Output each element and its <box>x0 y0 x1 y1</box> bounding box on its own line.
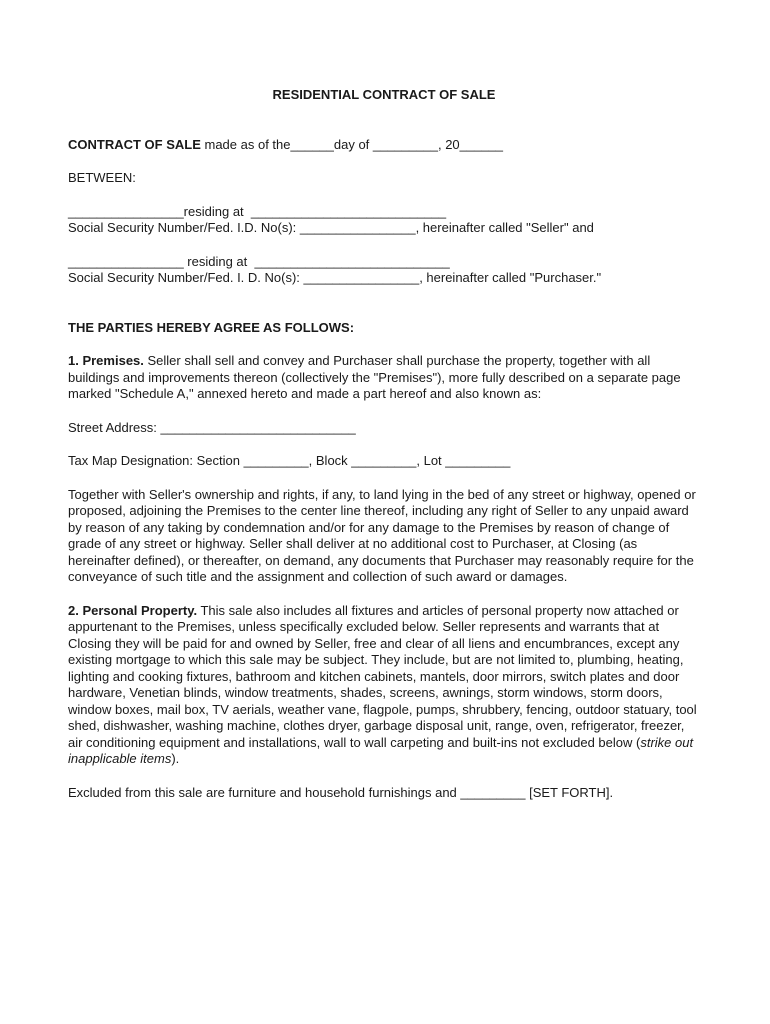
between-label: BETWEEN: <box>68 170 136 185</box>
intro-paragraph <box>68 137 700 154</box>
personal-property-italic: strike out inapplicable items <box>68 734 694 766</box>
purchaser-line-1: ________________ residing at ___________________________ <box>68 253 450 269</box>
purchaser-line-2: Social Security Number/Fed. I. D. No(s): ________________, hereinafter called "Purchaser." <box>68 270 602 285</box>
tax-map-line: Tax Map Designation: Section _________, Block _________, Lot _________ <box>68 453 511 468</box>
intro-bold: CONTRACT OF SALE <box>68 136 201 152</box>
personal-property-end: ). <box>171 751 180 766</box>
document-title: RESIDENTIAL CONTRACT OF SALE <box>272 87 496 102</box>
personal-property-text: This sale also includes all fixtures and articles of personal property now attached or appurtenant to the Premises, unless specifically excluded below. Seller represents and warrants that at Closing they will be paid for and owned by Seller, free and clear of all liens and encumbrances, except any existing mortgage to which this sale may be subject. They include, but are not limited to, plumbing, heating, lighting and cooking fixtures, bathroom and kitchen cabinets, mantels, door mirrors, switch plates and door hardware, Venetian blinds, window treatments, shades, screens, awnings, storm windows, storm doors, window boxes, mail box, TV aerials, weather vane, flagpole, pumps, shrubbery, fencing, outdoor statuary, tool shed, dishwasher, washing machine, clothes dryer, garbage disposal unit, range, oven, refrigerator, freezer, air conditioning equipment and installations, wall to wall carpeting and built-ins not excluded below ( <box>68 602 697 750</box>
personal-property-paragraph <box>68 603 700 768</box>
premises-text: Seller shall sell and convey and Purchaser shall purchase the property, together with all buildings and improvements thereon (collectively the "Premises"), more fully described on a separate page marked "Schedule A," annexed hereto and made a part hereof and also known as: <box>68 353 681 401</box>
premises-paragraph <box>68 353 700 403</box>
seller-line-1: ________________residing at ___________________________ <box>68 203 447 219</box>
agree-heading: THE PARTIES HEREBY AGREE AS FOLLOWS: <box>68 319 355 335</box>
intro-text: made as of the______day of _________, 20______ <box>200 136 504 152</box>
excluded-line: Excluded from this sale are furniture and household furnishings and _________ [SET FORTH]. <box>68 784 614 800</box>
premises-heading: 1. Premises. <box>68 353 144 368</box>
personal-property-heading: 2. Personal Property. <box>68 602 198 618</box>
together-paragraph: Together with Seller's ownership and rights, if any, to land lying in the bed of any street or highway, opened or proposed, adjoining the Premises to the center line thereof, including any right of Seller to any unpaid award by reason of any taking by condemnation and/or for any damage to the Premises by reason of change of grade of any street or highway. Seller shall deliver at no additional cost to Purchaser, at Closing (as hereinafter defined), or thereafter, on demand, any documents that Purchaser may reasonably require for the conveyance of such title and the assignment and collection of such award or damages. <box>68 486 696 584</box>
seller-line-2: Social Security Number/Fed. I.D. No(s): ________________, hereinafter called "Seller" and <box>68 220 594 235</box>
street-address-line: Street Address: ___________________________ <box>68 419 356 435</box>
contract-page <box>68 87 700 801</box>
